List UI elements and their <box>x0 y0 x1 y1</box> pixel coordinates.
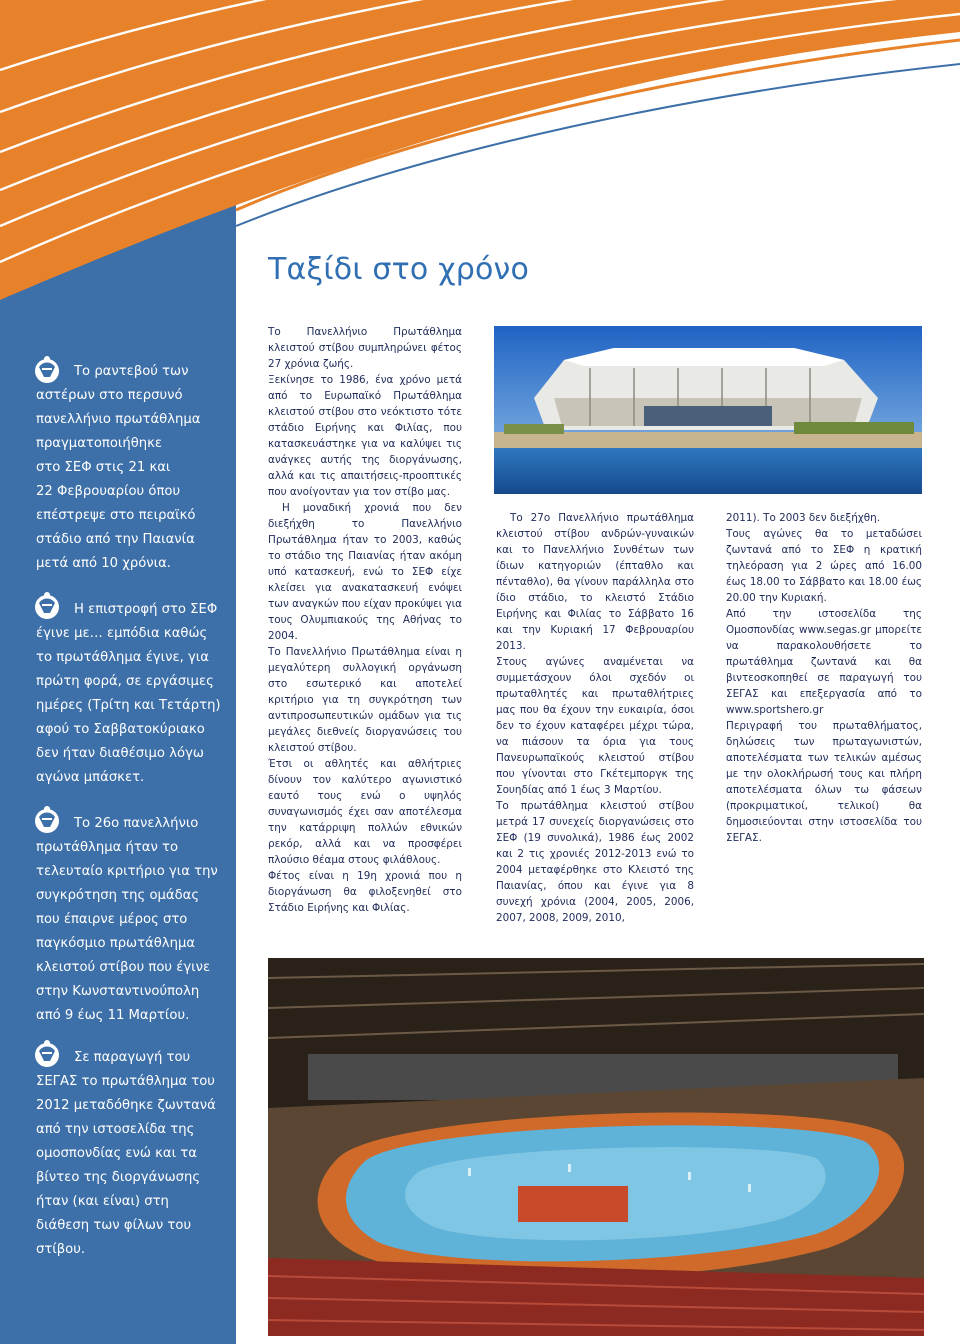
sidebar-note-line: στάδιο από την Παιανία <box>36 532 195 547</box>
sidebar-note-line: στο ΣΕΦ στις 21 και <box>36 460 171 475</box>
sidebar-note <box>36 812 228 1028</box>
sidebar-note-line: ημέρες (Τρίτη και Τετάρτη) <box>36 698 221 713</box>
sidebar-note-line: πρωτάθλημα ήταν το <box>36 840 179 855</box>
article-paragraph: Το Πανελλήνιο Πρωτάθλημα κλειστού στίβου συμπληρώνει φέτος 27 χρόνια ζωής. <box>268 326 462 370</box>
sidebar-note-line: στην Κωνσταντινούπολη <box>36 984 200 999</box>
sidebar-note-line: στίβου. <box>36 1242 86 1257</box>
sidebar-note-line: ΣΕΓΑΣ το πρωτάθλημα του <box>36 1074 215 1089</box>
sidebar-note-line: Σε παραγωγή του <box>74 1050 191 1065</box>
sidebar-note-line: πανελλήνιο πρωτάθλημα <box>36 412 201 427</box>
sidebar-note-line: Η επιστροφή στο ΣΕΦ <box>74 602 218 617</box>
article-paragraph: Τους αγώνες θα το μεταδώσει ζωντανά από το ΣΕΦ η κρατική τηλεόραση για 2 ώρες από 16.00 έως 18.00 το Σάββατο και 18.00 έως 20.00 την Κυριακή. <box>726 528 922 604</box>
sidebar-note-line: πρώτη φορά, σε εργάσιμες <box>36 674 214 689</box>
indoor-arena-photo <box>268 958 924 1336</box>
sidebar-note-line: παγκόσμιο πρωτάθλημα <box>36 936 196 951</box>
sidebar-note-line: βίντεο της διοργάνωσης <box>36 1170 201 1185</box>
sidebar-note-line: αστέρων στο περσυνό <box>36 388 183 403</box>
article-paragraph: Περιγραφή του πρωταθλήματος, δηλώσεις των πρωταγωνιστών, αποτελέσματα των τελικών αμέσως με την ολοκλήρωσή τους και πλήρη αποτελέσματα όλων τω φάσεων (προκριματικοί, τελικοί) θα δημοσιεύονται στην ιστοσελίδα του ΣΕΓΑΣ. <box>726 720 922 844</box>
article-paragraph: Το Πανελλήνιο Πρωτάθλημα είναι η μεγαλύτερη συλλογική οργάνωση στο εσωτερικό και αποτελεί κριτήριο για τη συγκρότηση των αντιπροσωπευτικών ομάδων για τις μεγάλες διεθνείς διοργανώσεις του κλειστού στίβου. <box>268 646 462 754</box>
sidebar-note <box>36 1046 228 1262</box>
article-paragraph: Ξεκίνησε το 1986, ένα χρόνο μετά από το Ευρωπαϊκό Πρωτάθλημα κλειστού στίβου στο νεόκτιστο τότε στάδιο Ειρήνης και Φιλίας, που κατασκευάστηκε για να καλύψει τις ανάγκες αυτής της διοργάνωσης, αλλά και τις απαιτήσεις-προοπτικές που ανοίγονταν για τον στίβο μας. <box>268 374 462 498</box>
article-paragraph: Η μοναδική χρονιά που δεν διεξήχθη το Πανελλήνιο Πρωτάθλημα ήταν το 2003, καθώς το στάδιο της Παιανίας ήταν ακόμη υπό κατασκευή, ενώ το ΣΕΦ είχε κλείσει για ανακατασκευή ενόψει των αναγκών που είχαν προκύψει για τους Ολυμπιακούς της Αθήνας το 2004. <box>268 502 462 642</box>
sidebar-note-line: έγινε με… εμπόδια καθώς <box>36 626 208 641</box>
page-title: Ταξίδι στο χρόνο <box>268 252 530 287</box>
sidebar-note-line: από την ιστοσελίδα της <box>36 1122 195 1137</box>
sidebar-note <box>36 598 228 790</box>
sidebar-note-line: Το ραντεβού των <box>74 364 189 379</box>
sidebar-note-line: Το 26ο πανελλήνιο <box>74 816 199 831</box>
article-paragraph: 2011). Το 2003 δεν διεξήχθη. <box>726 512 881 524</box>
sidebar-note-line: αγώνα μπάσκετ. <box>36 770 145 785</box>
sidebar-note-line: από 9 έως 11 Μαρτίου. <box>36 1008 190 1023</box>
sidebar-note-line: διάθεση των φίλων του <box>36 1218 192 1233</box>
article-paragraph: Φέτος είναι η 19η χρονιά που η διοργάνωση θα φιλοξενηθεί στο Στάδιο Ειρήνης και Φιλίας. <box>268 870 462 914</box>
stadium-exterior-photo <box>494 326 922 494</box>
sidebar-note-line: κλειστού στίβου που έγινε <box>36 960 211 975</box>
article-column-1 <box>268 324 462 916</box>
sidebar-note-line: δεν ήταν διαθέσιμο λόγω <box>36 746 204 761</box>
article-paragraph: Έτσι οι αθλητές και αθλήτριες δίνουν τον καλύτερο αγωνιστικό εαυτό τους ενώ ο υψηλός συναγωνισμός έχει σαν αποτέλεσμα την κατάρριψη πολλών εθνικών ρεκόρ, αλλά και να προσφέρει πλούσιο θέαμα στους φιλάθλους. <box>268 758 462 866</box>
article-paragraph: Από την ιστοσελίδα της Ομοσπονδίας www.segas.gr μπορείτε να παρακολουθήσετε το πρωτάθλημα ζωντανά και θα βιντεοσκοπηθεί σε παραγωγή του ΣΕΓΑΣ και επεξεργασία από το www.sportshero.gr <box>726 608 922 716</box>
header-swoosh-graphic <box>0 0 960 360</box>
sidebar-note-line: μετά από 10 χρόνια. <box>36 556 171 571</box>
sidebar-note-line: ήταν (και είναι) στη <box>36 1194 169 1209</box>
sidebar-note-line: το πρωτάθλημα έγινε, για <box>36 650 209 665</box>
article-paragraph: Στους αγώνες αναμένεται να συμμετάσχουν όλοι σχεδόν οι πρωταθλητές και πρωταθλήτριες μας που θα έχουν την ευκαιρία, όσοι δεν το έχουν καταφέρει μέχρι τώρα, να πιάσουν τα όρια για τους Πανευρωπαϊκούς κλειστού στίβου που γίνονται στο Γκέτεμποργκ της Σουηδίας από 1 έως 3 Μαρτίου. <box>496 656 694 796</box>
sidebar-note-line: συγκρότηση της ομάδας <box>36 888 200 903</box>
sidebar-note-line: τελευταίο κριτήριο για την <box>36 864 218 879</box>
sidebar-note-line: επέστρεψε στο πειραϊκό <box>36 508 196 523</box>
sidebar-note-line: 22 Φεβρουαρίου όπου <box>36 484 181 499</box>
article-paragraph: Το πρωτάθλημα κλειστού στίβου μετρά 17 συνεχείς διοργανώσεις στο ΣΕΦ (19 συνολικά), 1986 έως 2002 και 2 τις χρονιές 2012-2013 ενώ το 2004 μεταφέρθηκε στο Κλειστό της Παιανίας, όπου και έγινε για 8 συνεχή χρόνια (2004, 2005, 2006, 2007, 2008, 2009, 2010, <box>496 800 694 924</box>
article-column-3 <box>726 510 922 846</box>
sidebar-note-line: πραγματοποιήθηκε <box>36 436 163 451</box>
sidebar-note-line: αφού το Σαββατοκύριακο <box>36 722 205 737</box>
sidebar-note-line: ομοσπονδίας ενώ και τα <box>36 1146 197 1161</box>
article-paragraph: Το 27ο Πανελλήνιο πρωτάθλημα κλειστού στίβου ανδρών-γυναικών και το Πανελλήνιο Συνθέτων των ίδιων κατηγοριών (έπταθλο και πένταθλο), θα γίνουν παράλληλα στο ίδιο στάδιο, το κλειστό Στάδιο Ειρήνης και Φιλίας το Σάββατο 16 και την Κυριακή 17 Φεβρουαρίου 2013. <box>496 512 694 652</box>
article-column-2 <box>496 510 694 926</box>
sidebar-note-line: 2012 μεταδόθηκε ζωντανά <box>36 1098 216 1113</box>
sidebar-note-line: που έπαιρνε μέρος στο <box>36 912 188 927</box>
sidebar-note <box>36 360 228 576</box>
